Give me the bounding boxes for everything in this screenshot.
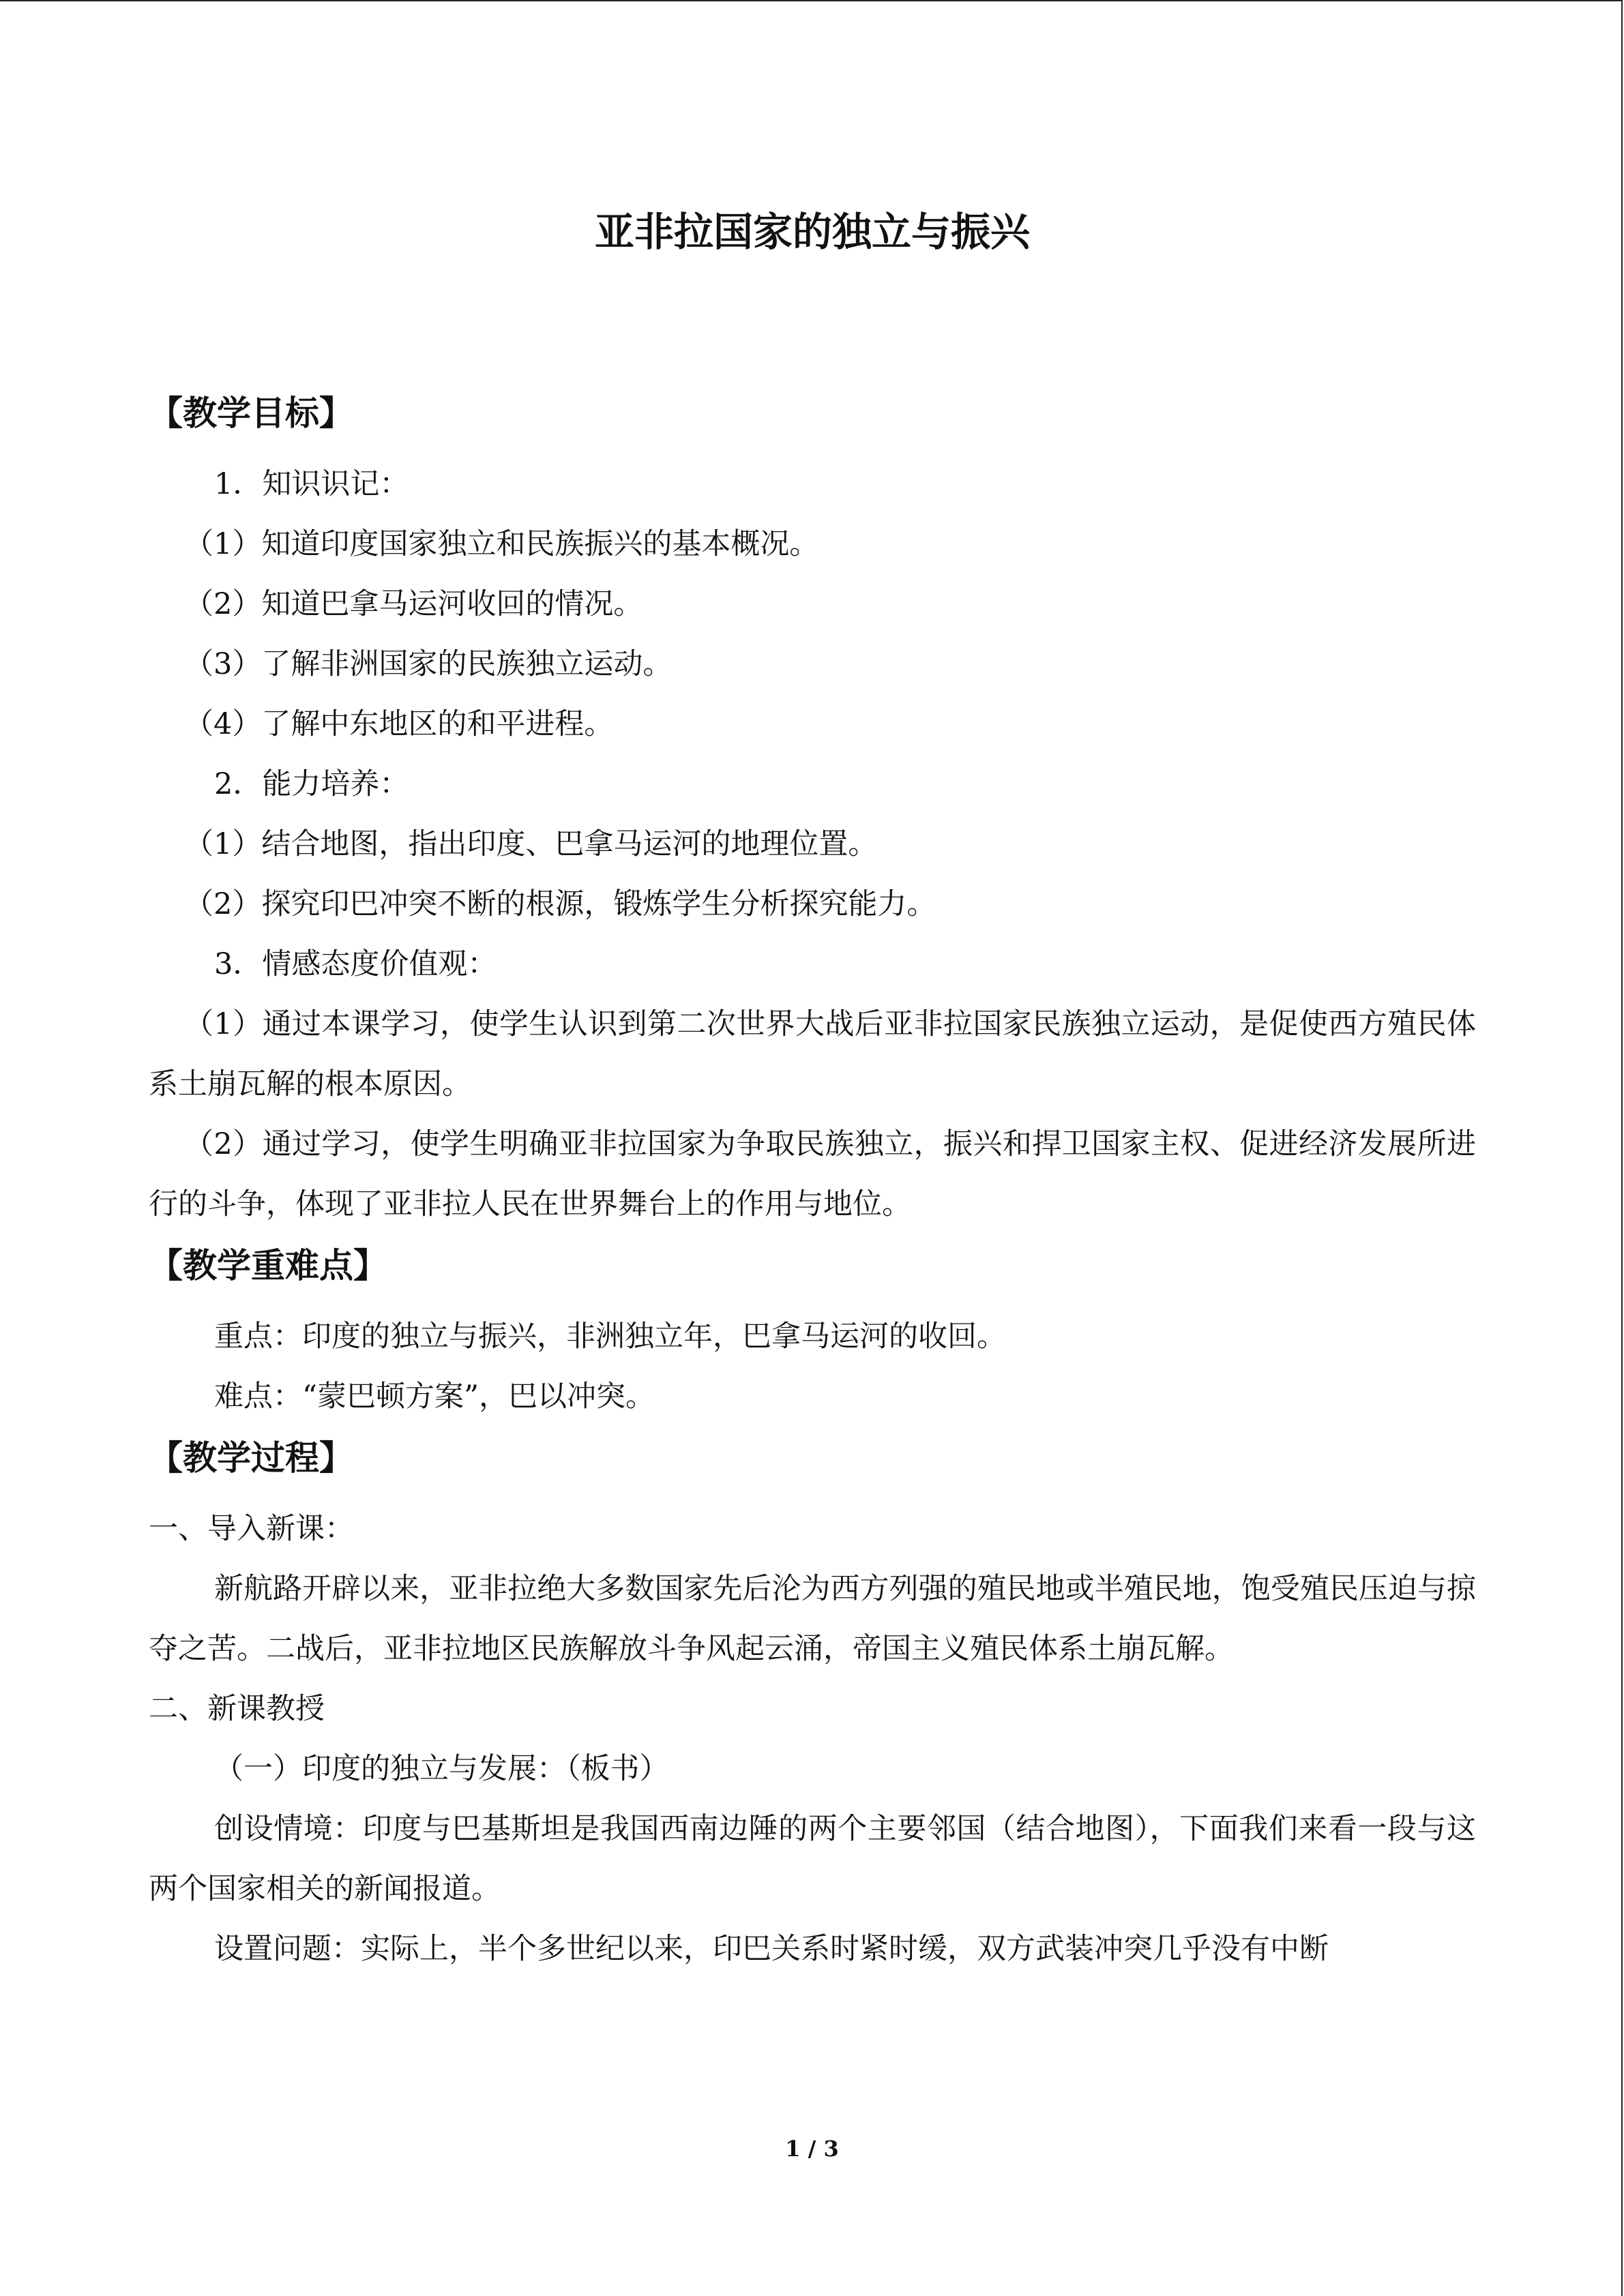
values-label: 3．情感态度价值观： — [214, 947, 497, 981]
knowledge-item-3: （3）了解非洲国家的民族独立运动。 — [184, 647, 673, 681]
key-points-heading: 【教学重难点】 — [149, 1246, 387, 1285]
ability-item-1: （1）结合地图，指出印度、巴拿马运河的地理位置。 — [184, 827, 878, 861]
ability-item-2: （2）探究印巴冲突不断的根源，锻炼学生分析探究能力。 — [184, 887, 936, 921]
scenario-text: 创设情境：印度与巴基斯坦是我国西南边陲的两个主要邻国（结合地图），下面我们来看一段与这两个国家相关的新闻报道。 — [149, 1812, 1476, 1906]
knowledge-label: 1．知识识记： — [214, 467, 409, 501]
important-point: 重点：印度的独立与振兴，非洲独立年，巴拿马运河的收回。 — [214, 1320, 1006, 1354]
ability-label: 2．能力培养： — [214, 767, 409, 801]
document-body — [149, 205, 1476, 1979]
intro-label: 一、导入新课： — [149, 1512, 354, 1546]
document-title: 亚非拉国家的独立与振兴 — [594, 209, 1030, 255]
objectives-heading: 【教学目标】 — [149, 393, 353, 433]
page-number: 1 / 3 — [785, 2136, 839, 2162]
new-lesson-label: 二、新课教授 — [149, 1692, 325, 1726]
difficult-point: 难点：“蒙巴顿方案”，巴以冲突。 — [214, 1380, 655, 1414]
question-text: 设置问题：实际上，半个多世纪以来，印巴关系时紧时缓，双方武装冲突几乎没有中断 — [214, 1932, 1329, 1966]
section-one-label: （一）印度的独立与发展：（板书） — [214, 1752, 669, 1786]
process-heading: 【教学过程】 — [149, 1438, 353, 1478]
values-item-2: （2）通过学习，使学生明确亚非拉国家为争取民族独立，振兴和捍卫国家主权、促进经济发展所进行的斗争，体现了亚非拉人民在世界舞台上的作用与地位。 — [149, 1127, 1476, 1221]
knowledge-item-1: （1）知道印度国家独立和民族振兴的基本概况。 — [184, 527, 819, 561]
values-item-1: （1）通过本课学习，使学生认识到第二次世界大战后亚非拉国家民族独立运动，是促使西方殖民体系土崩瓦解的根本原因。 — [149, 1007, 1476, 1101]
knowledge-item-2: （2）知道巴拿马运河收回的情况。 — [184, 587, 643, 621]
knowledge-item-4: （4）了解中东地区的和平进程。 — [184, 707, 614, 741]
intro-text: 新航路开辟以来，亚非拉绝大多数国家先后沦为西方列强的殖民地或半殖民地，饱受殖民压迫与掠夺之苦。二战后，亚非拉地区民族解放斗争风起云涌，帝国主义殖民体系土崩瓦解。 — [149, 1572, 1476, 1666]
